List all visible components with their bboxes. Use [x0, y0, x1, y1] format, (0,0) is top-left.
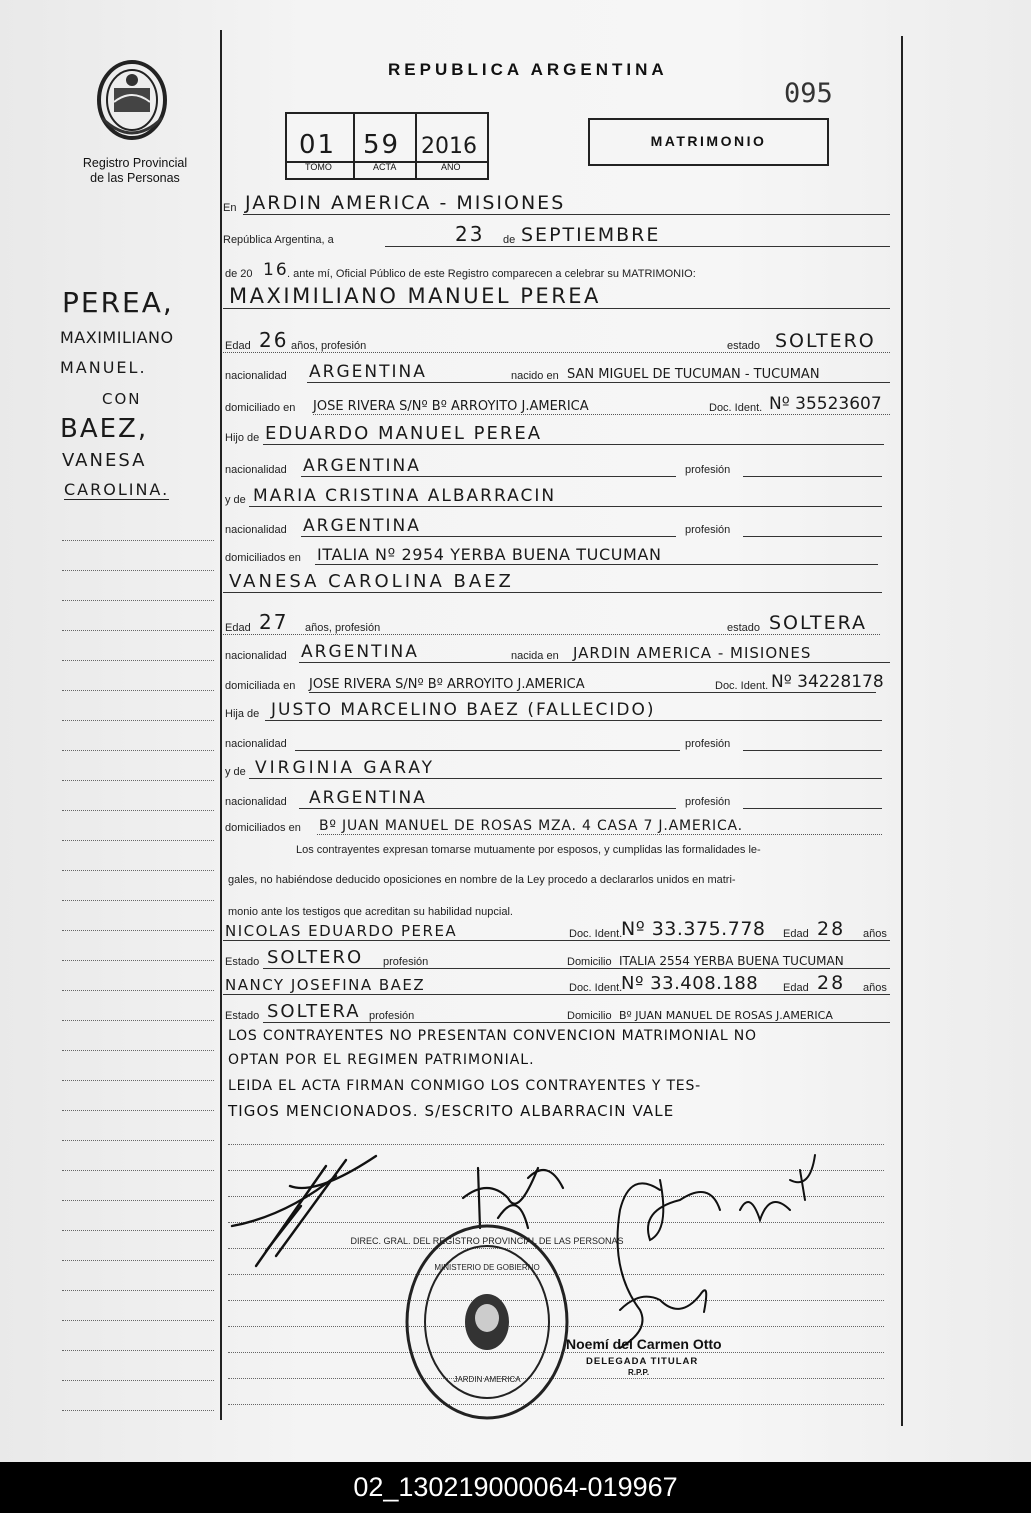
margin-rule-line — [62, 720, 214, 721]
note-line-3: LEIDA EL ACTA FIRMAN CONMIGO LOS CONTRAYENTES Y TES- — [228, 1078, 701, 1094]
witness1-domicilio: ITALIA 2554 YERBA BUENA TUCUMAN — [619, 954, 844, 968]
bride-nationality-row — [223, 644, 890, 666]
groom-estado-label: estado — [727, 340, 761, 352]
declaration-line-3: monio ante los testigos que acreditan su habilidad nupcial. — [228, 906, 513, 918]
margin-rule-line — [62, 690, 214, 691]
margin-rule-line — [62, 1260, 214, 1261]
margin-rule-line — [62, 1290, 214, 1291]
margin-rule-line — [62, 1200, 214, 1201]
groom-hijo-label: Hijo de — [225, 432, 260, 444]
witness1-edad: 28 — [817, 918, 846, 940]
bride-anos-profesion: años, profesión — [305, 622, 381, 634]
witness2-name-row — [223, 972, 890, 998]
country-heading: REPUBLICA ARGENTINA — [388, 60, 668, 79]
groom-signature — [226, 1156, 406, 1276]
witness1-name-row — [223, 918, 890, 944]
groom-anos-profesion: años, profesión — [291, 340, 367, 352]
bride-mother-nationality-row — [223, 790, 890, 812]
witness2-domicilio-label: Domicilio — [567, 1010, 612, 1022]
witness1-status-row — [223, 947, 890, 972]
groom-father-prof-label: profesión — [685, 464, 731, 476]
note-line-1: LOS CONTRAYENTES NO PRESENTAN CONVENCION MATRIMONIAL NO — [228, 1028, 757, 1044]
intro-year-row — [223, 262, 890, 284]
ano-label: AÑO — [441, 162, 461, 172]
groom-father-row — [223, 423, 890, 448]
witness1-profesion-label: profesión — [383, 956, 429, 968]
groom-parents-dom-label: domiciliados en — [225, 552, 301, 564]
bride-y-de-label: y de — [225, 766, 246, 778]
tomo-value: 01 — [299, 130, 337, 160]
ceremony-place: JARDIN AMERICA - MISIONES — [245, 192, 566, 214]
witness2-anos-label: años — [863, 982, 887, 994]
groom-edad: 26 — [259, 328, 289, 352]
groom-parents-domicilio: ITALIA Nº 2954 YERBA BUENA TUCUMAN — [317, 545, 662, 564]
act-type-box — [588, 118, 829, 166]
witness2-estado: SOLTERA — [267, 1001, 361, 1022]
declaration-line-1: Los contrayentes expresan tomarse mutuamente por esposos, y cumplidas las formalidades le- — [296, 844, 761, 856]
groom-father-nacionalidad: ARGENTINA — [303, 456, 421, 476]
stamp-inner-text: MINISTERIO DE GOBIERNO — [434, 1263, 540, 1272]
de-label: de — [503, 234, 516, 246]
bride-name: VANESA CAROLINA BAEZ — [229, 571, 514, 592]
groom-nacido-label: nacido en — [511, 370, 559, 382]
groom-father-nationality-row — [223, 458, 890, 480]
groom-mother-nacionalidad: ARGENTINA — [303, 516, 421, 536]
witness2-edad-label: Edad — [783, 982, 809, 994]
bride-doc-label: Doc. Ident. — [715, 680, 769, 692]
margin-note-line-6: VANESA — [62, 450, 147, 471]
bride-edad: 27 — [259, 610, 289, 634]
groom-father: EDUARDO MANUEL PEREA — [265, 423, 543, 444]
right-margin-rule — [901, 36, 903, 1426]
bride-mother-row — [223, 760, 890, 782]
officer-org: R.P.P. — [628, 1368, 650, 1377]
officer-name: Noemí del Carmen Otto — [566, 1336, 722, 1352]
margin-note-line-2: MAXIMILIANO — [60, 328, 174, 347]
republica-label: República Argentina, a — [223, 234, 334, 246]
ceremony-year-suffix: 16 — [263, 260, 289, 280]
groom-age-row — [223, 328, 890, 356]
witness2-profesion-label: profesión — [369, 1010, 415, 1022]
bride-mother-nacionalidad: ARGENTINA — [309, 788, 427, 808]
document-code: 02_130219000064-019967 — [0, 1462, 1031, 1513]
note-line-2: OPTAN POR EL REGIMEN PATRIMONIAL. — [228, 1052, 535, 1068]
witness1-domicilio-label: Domicilio — [567, 956, 612, 968]
officer-title: DELEGADA TITULAR — [586, 1356, 699, 1367]
bride-doc: Nº 34228178 — [771, 672, 884, 692]
margin-rule-line — [62, 570, 214, 571]
margin-rule-line — [62, 600, 214, 601]
bride-parents-domicilio: Bº JUAN MANUEL DE ROSAS MZA. 4 CASA 7 J.AMERICA. — [319, 818, 743, 834]
official-stamp — [350, 1222, 624, 1422]
en-label: En — [223, 202, 237, 214]
acta-label: ACTA — [373, 162, 397, 172]
groom-name: MAXIMILIANO MANUEL PEREA — [229, 284, 601, 308]
bride-hija-label: Hija de — [225, 708, 260, 720]
groom-mother-row — [223, 488, 890, 510]
bride-mother: VIRGINIA GARAY — [255, 758, 436, 778]
witness2-doc: Nº 33.408.188 — [621, 973, 759, 994]
bride-father-nac-label: nacionalidad — [225, 738, 287, 750]
registry-line-1: Registro Provincial — [82, 156, 188, 170]
groom-mother-nac-label: nacionalidad — [225, 524, 287, 536]
margin-rule-line — [62, 660, 214, 661]
intro-statement: . ante mí, Oficial Público de este Registro comparecen a celebrar su MATRIMONIO: — [287, 268, 696, 280]
margin-rule-line — [62, 870, 214, 871]
groom-mother-prof-label: profesión — [685, 524, 731, 536]
witness1-estado-label: Estado — [225, 956, 260, 968]
intro-date-row — [223, 222, 890, 250]
witness2-doc-label: Doc. Ident. — [569, 982, 623, 994]
margin-rule-line — [62, 1350, 214, 1351]
witness2-edad: 28 — [817, 972, 846, 994]
registry-index-box — [285, 112, 489, 180]
groom-nationality-row — [223, 364, 890, 386]
margin-rule-line — [62, 750, 214, 751]
ano-value: 2016 — [421, 134, 477, 159]
left-margin-rule — [220, 30, 222, 1420]
groom-doc: Nº 35523607 — [769, 394, 882, 414]
stamp-bottom-text: JARDIN AMERICA — [453, 1375, 521, 1384]
year-prefix: de 20 — [225, 268, 253, 280]
margin-rule-line — [62, 540, 214, 541]
bride-edad-label: Edad — [225, 622, 251, 634]
margin-rule-line — [62, 1320, 214, 1321]
bride-father: JUSTO MARCELINO BAEZ (FALLECIDO) — [271, 700, 656, 720]
act-type-label: MATRIMONIO — [650, 133, 767, 149]
bride-father-prof-label: profesión — [685, 738, 731, 750]
bride-domicilio-label: domiciliada en — [225, 680, 296, 692]
margin-note-line-3: MANUEL. — [60, 358, 147, 377]
witness1-doc: Nº 33.375.778 — [621, 918, 766, 940]
bride-age-row — [223, 610, 890, 638]
witness2-status-row — [223, 1001, 890, 1026]
margin-rule-line — [62, 630, 214, 631]
province-seal-icon — [92, 58, 172, 144]
groom-name-row — [223, 284, 890, 312]
registry-name — [60, 156, 210, 186]
margin-note-line-1: PEREA, — [62, 286, 174, 319]
bride-estado: SOLTERA — [769, 612, 868, 634]
margin-rule-line — [62, 1410, 214, 1411]
witness1-edad-label: Edad — [783, 928, 809, 940]
ceremony-month: SEPTIEMBRE — [521, 224, 661, 246]
margin-rule-line — [62, 1140, 214, 1141]
margin-rule-line — [62, 930, 214, 931]
groom-edad-label: Edad — [225, 340, 251, 352]
bride-address-row — [223, 674, 890, 696]
witness2-domicilio: Bº JUAN MANUEL DE ROSAS J.AMERICA — [619, 1009, 833, 1022]
margin-rule-line — [62, 960, 214, 961]
bride-nacionalidad-label: nacionalidad — [225, 650, 287, 662]
bride-estado-label: estado — [727, 622, 761, 634]
margin-rule-line — [62, 1230, 214, 1231]
stamp-outer-text: DIREC. GRAL. DEL REGISTRO PROVINCIAL DE LAS PERSONAS — [350, 1236, 624, 1246]
bride-nacida-label: nacida en — [511, 650, 559, 662]
margin-rule-line — [62, 900, 214, 901]
witness1-name: NICOLAS EDUARDO PEREA — [225, 922, 458, 940]
ceremony-day: 23 — [455, 222, 485, 246]
margin-note-line-4: CON — [102, 390, 142, 408]
groom-father-nac-label: nacionalidad — [225, 464, 287, 476]
registry-line-2: de las Personas — [90, 171, 180, 185]
declaration-line-2: gales, no habiéndose deducido oposiciones en nombre de la Ley procedo a declararlos unidos en matri- — [228, 874, 736, 886]
body-rule-line — [228, 1144, 884, 1145]
groom-doc-label: Doc. Ident. — [709, 402, 763, 414]
groom-domicilio: JOSE RIVERA S/Nº Bº ARROYITO J.AMERICA — [313, 399, 589, 414]
witness1-estado: SOLTERO — [267, 947, 364, 968]
margin-rule-line — [62, 990, 214, 991]
margin-rule-line — [62, 1020, 214, 1021]
tomo-label: TOMO — [305, 162, 332, 172]
margin-rule-line — [62, 1170, 214, 1171]
bride-mother-nac-label: nacionalidad — [225, 796, 287, 808]
margin-note-line-7: CAROLINA. — [64, 480, 170, 499]
margin-rule-line — [62, 840, 214, 841]
groom-address-row — [223, 396, 890, 418]
margin-note-line-5: BAEZ, — [60, 414, 149, 444]
witness1-doc-label: Doc. Ident. — [569, 928, 623, 940]
groom-nacionalidad-label: nacionalidad — [225, 370, 287, 382]
bride-father-row — [223, 702, 890, 724]
page-number: 095 — [784, 78, 833, 109]
groom-parents-address-row — [223, 546, 890, 568]
intro-place-row — [223, 192, 890, 218]
groom-estado: SOLTERO — [775, 330, 876, 352]
margin-rule-line — [62, 1080, 214, 1081]
groom-nacido: SAN MIGUEL DE TUCUMAN - TUCUMAN — [567, 367, 820, 382]
bride-domicilio: JOSE RIVERA S/Nº Bº ARROYITO J.AMERICA — [309, 677, 585, 692]
margin-rule-line — [62, 780, 214, 781]
margin-rule-line — [62, 1050, 214, 1051]
margin-rule-line — [62, 1110, 214, 1111]
groom-mother-nationality-row — [223, 518, 890, 540]
margin-rule-line — [62, 810, 214, 811]
witness2-name: NANCY JOSEFINA BAEZ — [225, 976, 426, 994]
bride-parents-address-row — [223, 816, 890, 838]
witness2-estado-label: Estado — [225, 1010, 260, 1022]
bride-nacionalidad: ARGENTINA — [301, 642, 419, 662]
witness-signatures — [600, 1150, 830, 1350]
margin-rule-line — [62, 1380, 214, 1381]
bride-nacida: JARDIN AMERICA - MISIONES — [573, 644, 812, 662]
bride-parents-dom-label: domiciliados en — [225, 822, 301, 834]
groom-domicilio-label: domiciliado en — [225, 402, 296, 414]
groom-y-de-label: y de — [225, 494, 246, 506]
acta-value: 59 — [363, 130, 401, 160]
bride-father-nationality-row — [223, 732, 890, 754]
witness1-anos-label: años — [863, 928, 887, 940]
bride-name-row — [223, 571, 890, 596]
note-line-4: TIGOS MENCIONADOS. S/ESCRITO ALBARRACIN VALE — [228, 1102, 675, 1120]
groom-nacionalidad: ARGENTINA — [309, 362, 427, 382]
bride-mother-prof-label: profesión — [685, 796, 731, 808]
groom-mother: MARIA CRISTINA ALBARRACIN — [253, 486, 557, 506]
